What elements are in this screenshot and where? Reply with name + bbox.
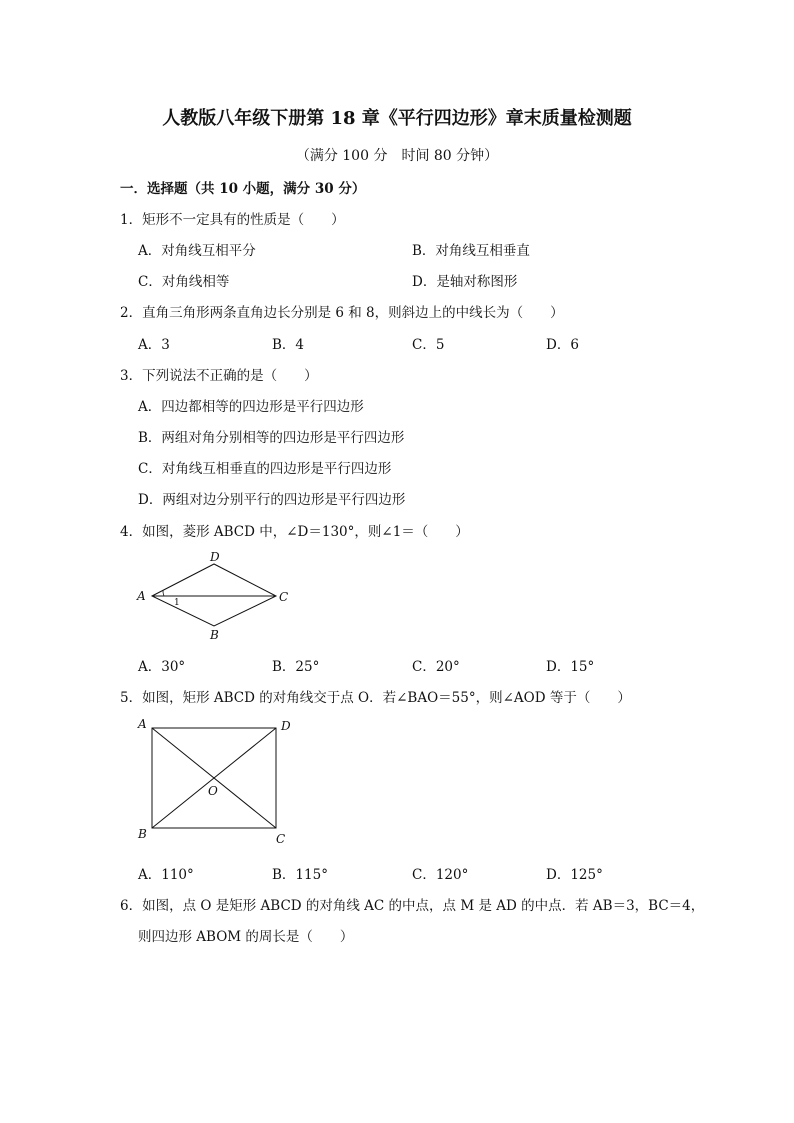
question-5-stem: 5．如图，矩形 ABCD 的对角线交于点 O．若∠BAO＝55°，则∠AOD 等于（ ）	[120, 690, 631, 706]
point-o-label: O	[208, 784, 218, 798]
question-3-option-c: C．对角线互相垂直的四边形是平行四边形	[138, 461, 392, 477]
question-2-option-d: D．6	[546, 337, 579, 353]
question-4-stem: 4．如图，菱形 ABCD 中，∠D＝130°，则∠1＝（ ）	[120, 524, 469, 540]
question-3-option-a: A．四边都相等的四边形是平行四边形	[138, 399, 364, 415]
vertex-a-label: A	[138, 717, 147, 731]
question-2-stem: 2．直角三角形两条直角边长分别是 6 和 8，则斜边上的中线长为（ ）	[120, 305, 564, 321]
vertex-a-label: A	[137, 589, 146, 603]
vertex-c-label: C	[276, 832, 286, 846]
question-1-stem: 1．矩形不一定具有的性质是（ ）	[120, 212, 345, 228]
question-6-stem-continued: 则四边形 ABOM 的周长是（ ）	[138, 929, 354, 945]
question-2-option-b: B．4	[272, 337, 305, 353]
question-5-option-a: A．110°	[138, 867, 194, 883]
angle-1-label: 1	[174, 598, 180, 608]
vertex-b-label: B	[210, 628, 219, 642]
question-2-option-c: C．5	[412, 337, 445, 353]
question-4-option-d: D．15°	[546, 659, 595, 675]
question-1-option-b: B．对角线互相垂直	[412, 243, 530, 259]
angle-1-arc	[163, 590, 164, 596]
question-5-option-b: B．115°	[272, 867, 328, 883]
vertex-d-label: D	[210, 550, 220, 564]
question-4-option-a: A．30°	[138, 659, 186, 675]
question-3-stem: 3．下列说法不正确的是（ ）	[120, 368, 318, 384]
rhombus-figure	[134, 546, 294, 642]
exam-info: （满分 100 分 时间 80 分钟）	[295, 148, 499, 164]
question-1-option-c: C．对角线相等	[138, 274, 230, 290]
vertex-c-label: C	[279, 590, 289, 604]
rhombus-abcd	[152, 564, 276, 626]
question-4-option-b: B．25°	[272, 659, 320, 675]
vertex-d-label: D	[281, 719, 291, 733]
question-1-option-a: A．对角线互相平分	[138, 243, 256, 259]
question-3-option-b: B．两组对角分别相等的四边形是平行四边形	[138, 430, 405, 446]
question-5-option-d: D．125°	[546, 867, 603, 883]
question-5-option-c: C．120°	[412, 867, 469, 883]
question-6-stem: 6．如图，点 O 是矩形 ABCD 的对角线 AC 的中点，点 M 是 AD 的中点．若 AB＝3，BC＝4，	[120, 898, 705, 914]
question-4-option-c: C．20°	[412, 659, 460, 675]
rectangle-figure	[134, 712, 304, 852]
section-heading: 一．选择题（共 10 小题，满分 30 分）	[120, 181, 366, 197]
question-1-option-d: D．是轴对称图形	[412, 274, 518, 290]
page-title: 人教版八年级下册第 18 章《平行四边形》章末质量检测题	[162, 108, 632, 129]
question-3-option-d: D．两组对边分别平行的四边形是平行四边形	[138, 492, 406, 508]
question-2-option-a: A．3	[138, 337, 170, 353]
vertex-b-label: B	[138, 827, 147, 841]
